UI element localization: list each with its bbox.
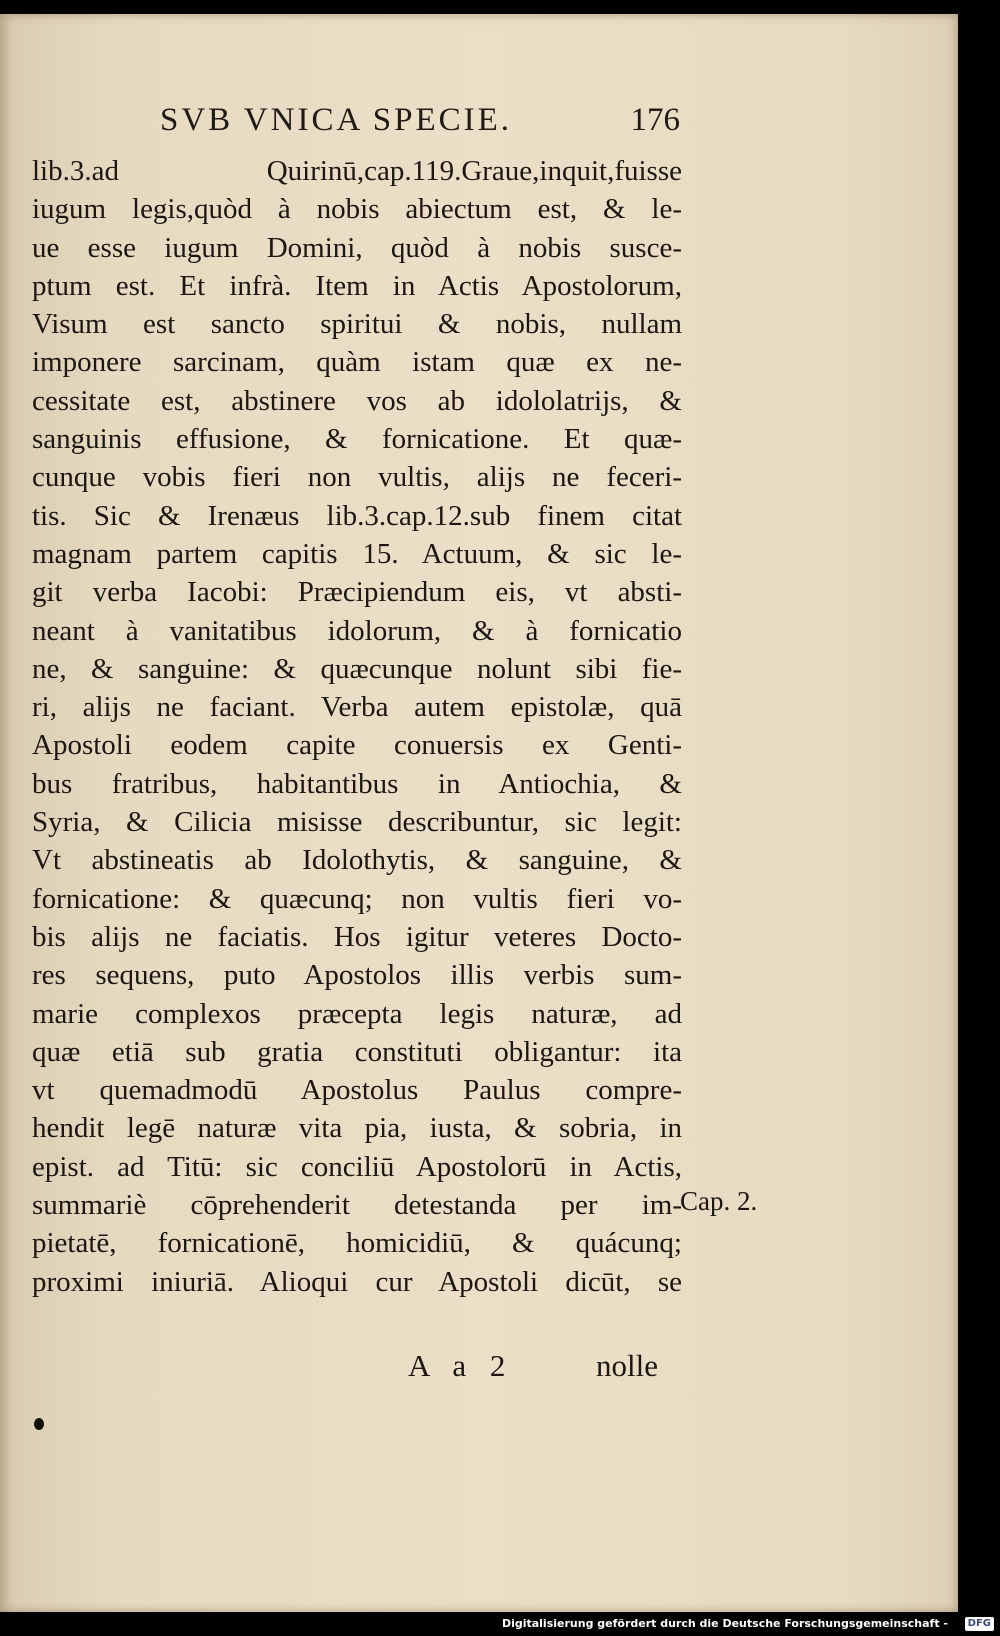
marginal-note: Cap. 2. xyxy=(680,1186,758,1216)
page-header xyxy=(160,102,680,152)
text-line: sanguinis effusione, & fornicatione. Et quæ- xyxy=(32,423,682,456)
catchword: nolle xyxy=(596,1348,658,1383)
text-line: iugum legis,quòd à nobis abiectum est, & le- xyxy=(32,193,682,226)
text-line: Visum est sancto spiritui & nobis, nullam xyxy=(32,308,682,341)
credit-text: Digitalisierung gefördert durch die Deutsche Forschungsgemeinschaft - xyxy=(501,1617,948,1630)
text-line: ue esse iugum Domini, quòd à nobis susce- xyxy=(32,231,682,264)
text-line: summariè cōprehenderit detestanda per im- xyxy=(32,1189,682,1222)
text-line: cunque vobis fieri non vultis, alijs ne feceri- xyxy=(32,461,682,494)
credit-bar xyxy=(0,1614,1000,1636)
ink-spot xyxy=(34,1418,44,1430)
text-line: Apostoli eodem capite conuersis ex Genti- xyxy=(32,729,682,762)
text-line: lib.3.ad Quirinū,cap.119.Graue,inquit,fuisse xyxy=(32,155,682,187)
text-line: Vt abstineatis ab Idolothytis, & sanguine, & xyxy=(32,844,682,877)
text-line: ne, & sanguine: & quæcunque nolunt sibi fie- xyxy=(32,652,682,685)
text-line: proximi iniuriā. Alioqui cur Apostoli dicūt, se xyxy=(32,1265,682,1298)
text-line: quæ etiā sub gratia constituti obligantur: ita xyxy=(32,1035,682,1068)
text-line: pietatē, fornicationē, homicidiū, & quácunq; xyxy=(32,1227,682,1260)
text-line: git verba Iacobi: Præcipiendum eis, vt absti- xyxy=(32,576,682,609)
page-footer xyxy=(0,1348,958,1392)
text-line: res sequens, puto Apostolos illis verbis sum- xyxy=(32,959,682,992)
text-line: fornicatione: & quæcunq; non vultis fieri vo- xyxy=(32,882,682,915)
text-line: marie complexos præcepta legis naturæ, ad xyxy=(32,997,682,1030)
text-line: tis. Sic & Irenæus lib.3.cap.12.sub finem citat xyxy=(32,499,682,532)
text-line: bus fratribus, habitantibus in Antiochia, & xyxy=(32,767,682,800)
text-line: ptum est. Et infrà. Item in Actis Apostolorum, xyxy=(32,269,682,302)
text-line: hendit legē naturæ vita pia, iusta, & sobria, in xyxy=(32,1112,682,1145)
text-line: ri, alijs ne faciant. Verba autem epistolæ, quā xyxy=(32,691,682,724)
text-line: imponere sarcinam, quàm istam quæ ex ne- xyxy=(32,346,682,379)
text-line: magnam partem capitis 15. Actuum, & sic le- xyxy=(32,537,682,570)
text-line: epist. ad Titū: sic conciliū Apostolorū in Actis, xyxy=(32,1150,682,1183)
text-line: neant à vanitatibus idolorum, & à fornicatio xyxy=(32,614,682,647)
book-page xyxy=(0,14,958,1612)
page-number: 176 xyxy=(630,102,680,138)
signature-mark: A a 2 xyxy=(408,1348,514,1383)
text-line: cessitate est, abstinere vos ab idololatrijs, & xyxy=(32,384,682,417)
running-title: SVB VNICA SPECIE. xyxy=(160,102,513,138)
text-line: Syria, & Cilicia misisse describuntur, sic legit: xyxy=(32,806,682,839)
text-line: bis alijs ne faciatis. Hos igitur veteres Docto- xyxy=(32,920,682,953)
dfg-logo-icon: DFG xyxy=(965,1617,994,1631)
body-text xyxy=(32,152,682,1301)
text-line: vt quemadmodū Apostolus Paulus compre- xyxy=(32,1074,682,1107)
